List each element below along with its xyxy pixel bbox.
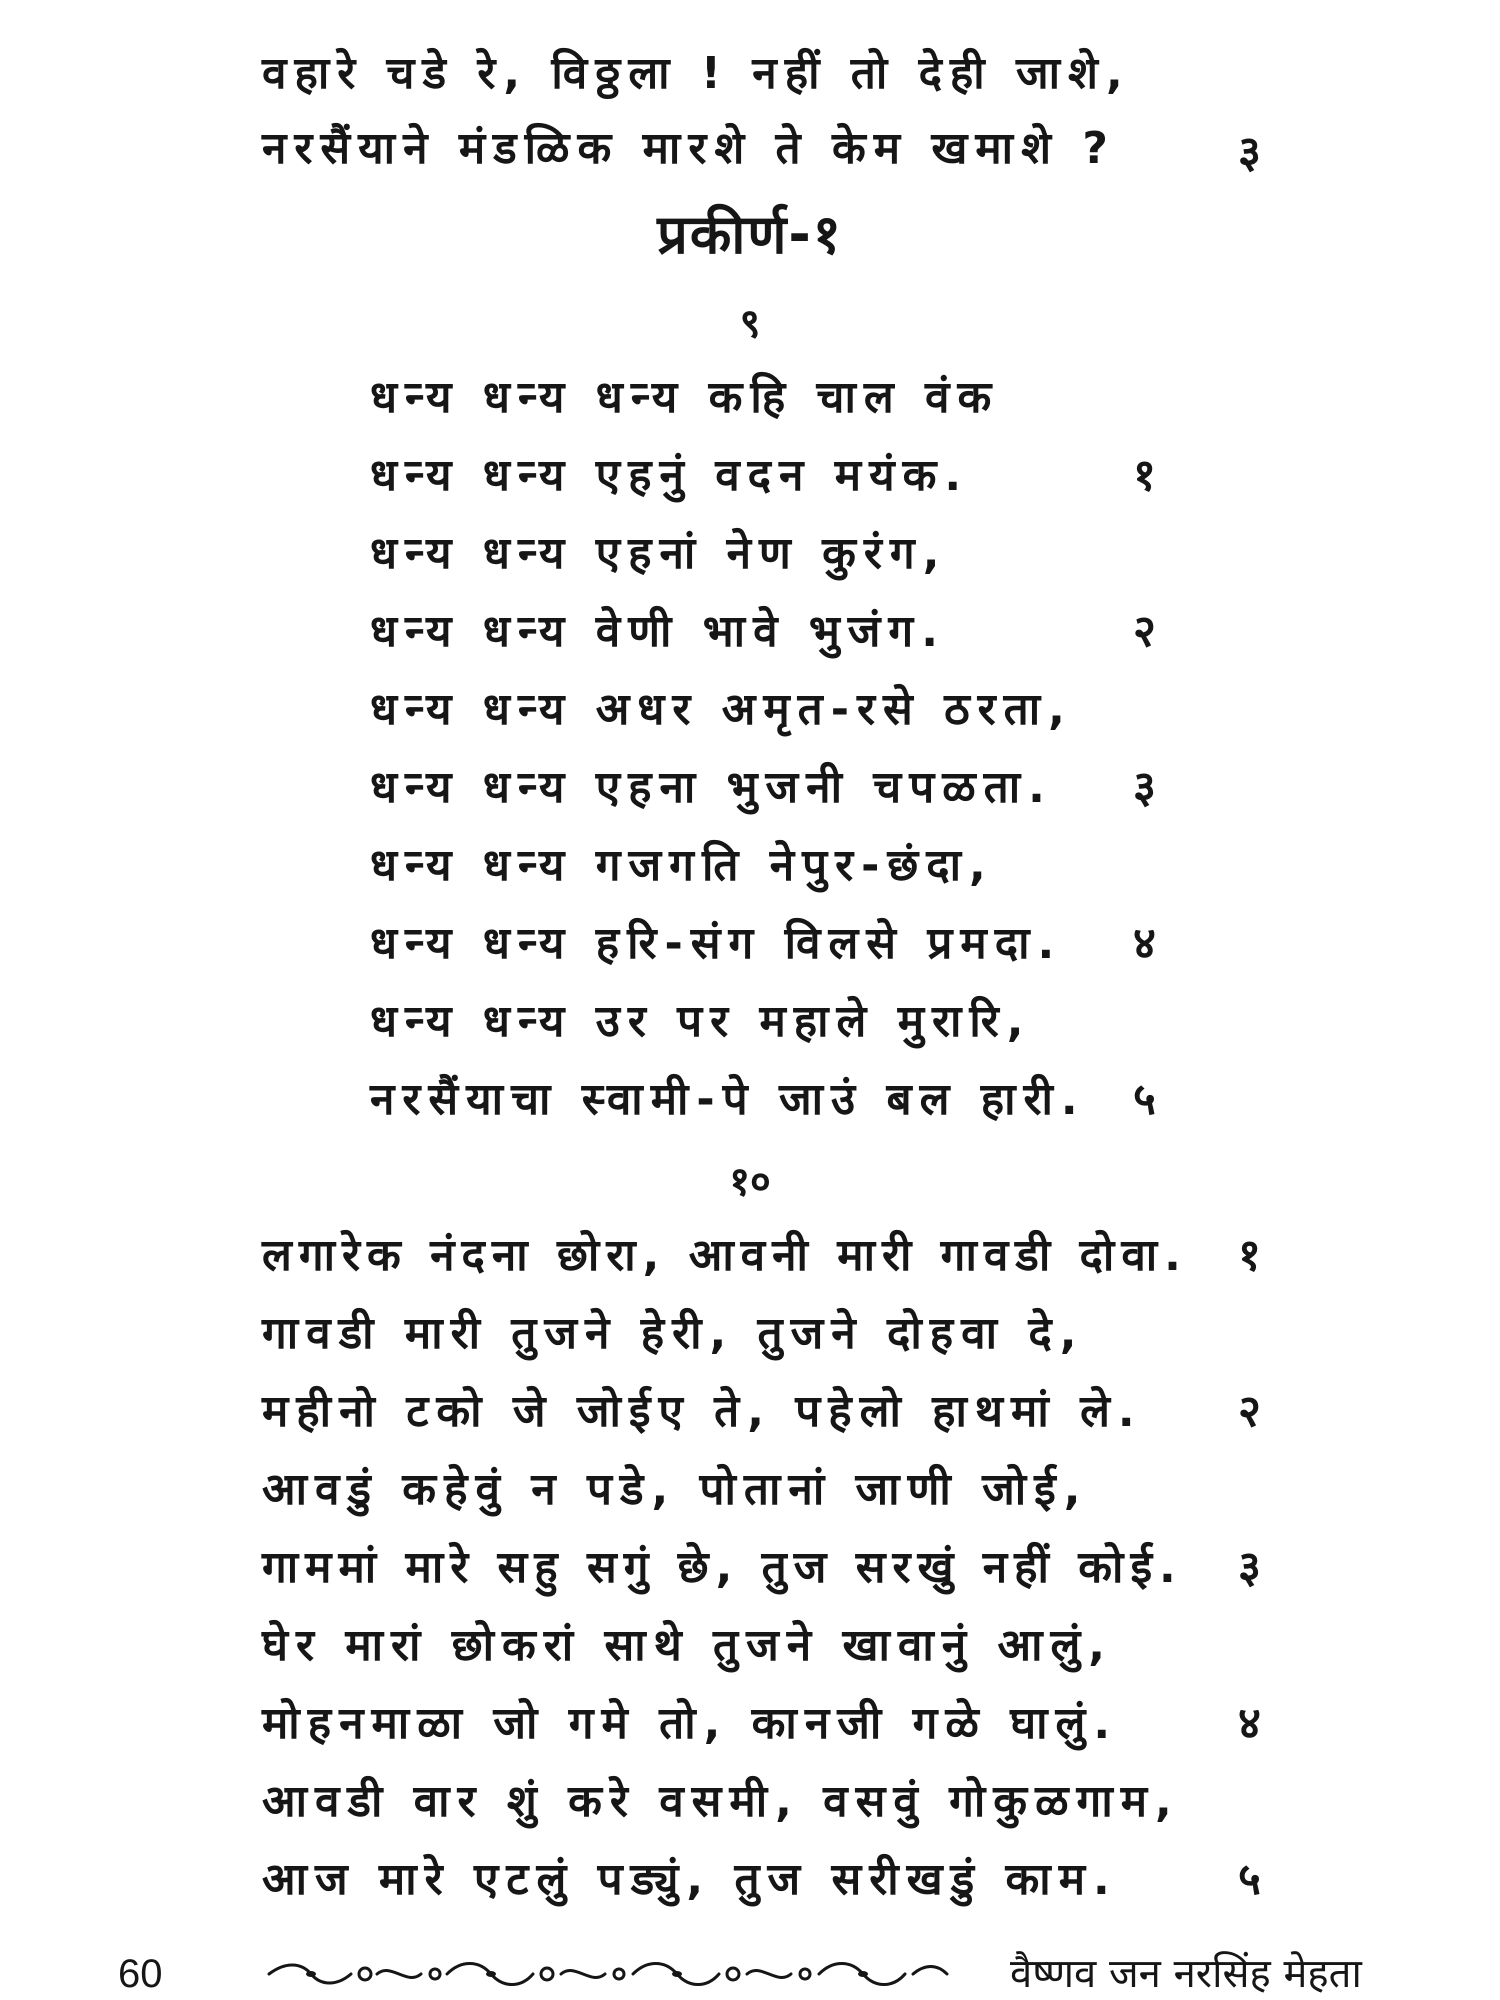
verse-number: ५ bbox=[1133, 1074, 1156, 1125]
verse-number: ३ bbox=[1133, 762, 1156, 813]
verse-number: १ bbox=[1133, 450, 1156, 501]
verse-number: २ bbox=[1133, 606, 1156, 657]
verse-line: धन्य धन्य उर पर महाले मुरारि, bbox=[370, 996, 1032, 1047]
page-number: 60 bbox=[118, 1952, 163, 1996]
verse-line: वहारे चडे रे, विठ्ठला ! नहीं तो देही जाशे, bbox=[262, 48, 1131, 99]
verse-number: ४ bbox=[1133, 918, 1156, 969]
verse-number: २ bbox=[1238, 1386, 1261, 1437]
verse-number: ३ bbox=[1238, 127, 1261, 178]
verse-line: धन्य धन्य गजगति नेपुर-छंदा, bbox=[370, 840, 994, 891]
poem-number: ९ bbox=[739, 301, 761, 347]
section-title: प्रकीर्ण-१ bbox=[657, 203, 843, 266]
verse-line: नरसैंयाने मंडळिक मारशे ते केम खमाशे ? bbox=[262, 123, 1116, 174]
verse-line: धन्य धन्य एहनां नेण कुरंग, bbox=[370, 528, 948, 579]
verse-line: घेर मारां छोकरां साथे तुजने खावानुं आलुं, bbox=[262, 1620, 1114, 1671]
verse-number: १ bbox=[1238, 1230, 1261, 1281]
verse-line: नरसैंयाचा स्वामी-पे जाउं बल हारी. bbox=[370, 1074, 1086, 1125]
book-title: वैष्णव जन नरसिंह मेहता bbox=[1010, 1951, 1362, 1997]
verse-line: आवडी वार शुं करे वसमी, वसवुं गोकुळगाम, bbox=[262, 1776, 1180, 1827]
verse-number: ३ bbox=[1238, 1542, 1261, 1593]
verse-line: गावडी मारी तुजने हेरी, तुजने दोहवा दे, bbox=[262, 1308, 1085, 1359]
verse-line: धन्य धन्य धन्य कहि चाल वंक bbox=[370, 372, 1000, 423]
verse-line: धन्य धन्य हरि-संग विलसे प्रमदा. bbox=[370, 918, 1063, 969]
verse-line: धन्य धन्य एहनुं वदन मयंक. bbox=[370, 450, 970, 501]
verse-line: गाममां मारे सहु सगुं छे, तुज सरखुं नहीं कोई. bbox=[262, 1542, 1183, 1593]
verse-line: धन्य धन्य अधर अमृत-रसे ठरता, bbox=[370, 684, 1073, 735]
verse-line: महीनो टको जे जोईए ते, पहेलो हाथमां ले. bbox=[262, 1386, 1143, 1437]
verse-line: आवडुं कहेवुं न पडे, पोतानां जाणी जोई, bbox=[262, 1464, 1089, 1515]
verse-line: धन्य धन्य वेणी भावे भुजंग. bbox=[370, 606, 946, 657]
verse-number: ५ bbox=[1238, 1854, 1261, 1905]
verse-line: लगारेक नंदना छोरा, आवनी मारी गावडी दोवा. bbox=[262, 1230, 1188, 1281]
poem-number: १० bbox=[729, 1159, 771, 1205]
footer-ornament bbox=[265, 1958, 950, 1990]
verse-line: धन्य धन्य एहना भुजनी चपळता. bbox=[370, 762, 1053, 813]
verse-number: ४ bbox=[1238, 1698, 1261, 1749]
verse-line: मोहनमाळा जो गमे तो, कानजी गळे घालुं. bbox=[262, 1698, 1119, 1749]
verse-line: आज मारे एटलुं पड्युं, तुज सरीखडुं काम. bbox=[262, 1854, 1118, 1905]
